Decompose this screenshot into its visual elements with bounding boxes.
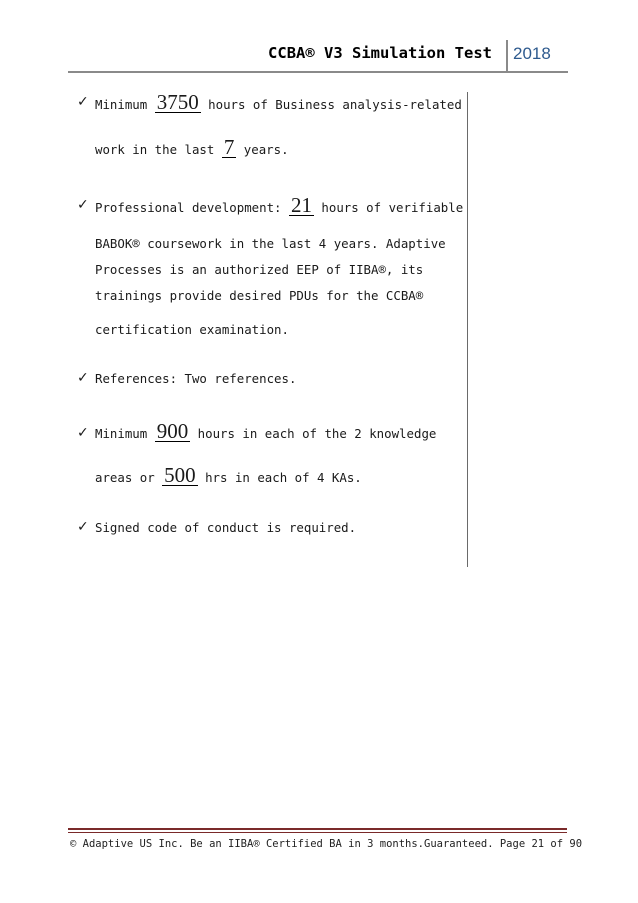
checkmark-icon: ✓	[77, 370, 89, 386]
requirement-line: BABOK® coursework in the last 4 years. Adaptive	[95, 236, 446, 251]
requirement-line: Signed code of conduct is required.	[95, 520, 357, 535]
filled-blank: 500	[164, 463, 196, 487]
checkmark-icon: ✓	[77, 519, 89, 535]
requirement-line: areas or 500 hrs in each of 4 KAs.	[95, 463, 362, 487]
requirement-line: Minimum 3750 hours of Business analysis-related	[95, 90, 462, 114]
footer-text: © Adaptive US Inc. Be an IIBA® Certified BA in 3 months.Guaranteed. Page 21 of 90	[70, 838, 583, 850]
filled-blank: 900	[156, 419, 189, 443]
checkmark-icon: ✓	[77, 425, 89, 441]
checkmark-icon: ✓	[77, 197, 89, 213]
checkmark-icon: ✓	[77, 94, 89, 110]
requirement-line: References: Two references.	[95, 371, 297, 386]
requirement-line: certification examination.	[95, 322, 289, 337]
header-divider	[506, 40, 508, 72]
content-frame-border	[467, 92, 468, 567]
requirement-line: trainings provide desired PDUs for the CCBA®	[95, 288, 424, 303]
requirement-line: Professional development: 21 hours of verifiable	[95, 193, 464, 217]
requirement-line: Minimum 900 hours in each of the 2 knowledge	[95, 419, 437, 443]
filled-blank: 21	[290, 193, 312, 217]
requirement-line: Processes is an authorized EEP of IIBA®, its	[95, 262, 424, 277]
footer-rule	[68, 828, 567, 830]
document-title: CCBA® V3 Simulation Test	[268, 44, 492, 62]
document-year: 2018	[513, 44, 551, 63]
filled-blank: 3750	[156, 90, 199, 114]
header-rule	[68, 71, 568, 73]
requirement-line: work in the last 7 years.	[95, 135, 289, 159]
filled-blank: 7	[223, 135, 235, 159]
footer-rule	[68, 832, 567, 833]
